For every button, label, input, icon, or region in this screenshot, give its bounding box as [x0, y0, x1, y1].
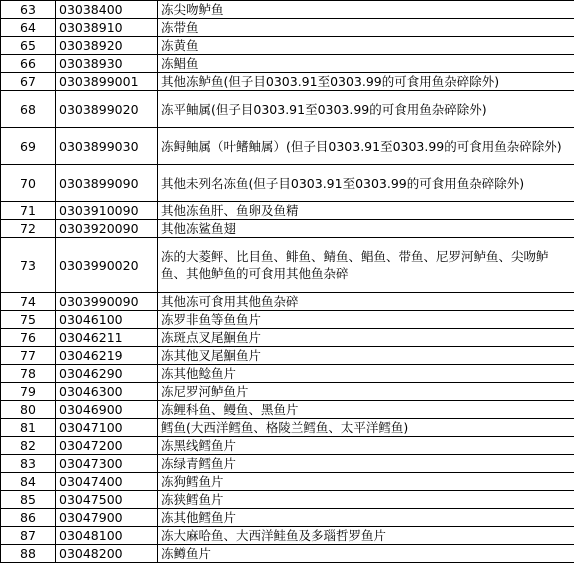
description-cell: 其他冻鲨鱼翅: [158, 220, 574, 238]
table-row: [1, 73, 574, 91]
table-row: [1, 545, 574, 563]
description-cell: 冻平鲉属(但子目0303.91至0303.99的可食用鱼杂碎除外): [158, 91, 574, 128]
description-cell: 冻其他鳕鱼片: [158, 509, 574, 527]
row-number-cell: 81: [1, 419, 56, 437]
description-cell: 冻鲤科鱼、鳗鱼、黑鱼片: [158, 401, 574, 419]
description-cell: 其他未列名冻鱼(但子目0303.91至0303.99的可食用鱼杂碎除外): [158, 165, 574, 202]
table-row: [1, 491, 574, 509]
hs-code-cell: 03047100: [56, 419, 158, 437]
hs-code-cell: 03046290: [56, 365, 158, 383]
hs-code-cell: 03046219: [56, 347, 158, 365]
table-row: [1, 202, 574, 220]
table-row: [1, 37, 574, 55]
row-number-cell: 74: [1, 293, 56, 311]
description-cell: 冻黑线鳕鱼片: [158, 437, 574, 455]
table-row: [1, 311, 574, 329]
table-row: [1, 238, 574, 293]
row-number-cell: 64: [1, 19, 56, 37]
description-cell: 鳕鱼(大西洋鳕鱼、格陵兰鳕鱼、太平洋鳕鱼): [158, 419, 574, 437]
hs-code-cell: 03046100: [56, 311, 158, 329]
hs-code-cell: 03047900: [56, 509, 158, 527]
row-number-cell: 69: [1, 128, 56, 165]
hs-code-cell: 03047200: [56, 437, 158, 455]
table-row: [1, 527, 574, 545]
hs-code-cell: 0303990090: [56, 293, 158, 311]
row-number-cell: 71: [1, 202, 56, 220]
row-number-cell: 86: [1, 509, 56, 527]
hs-code-cell: 03048200: [56, 545, 158, 563]
hs-code-cell: 03046211: [56, 329, 158, 347]
row-number-cell: 84: [1, 473, 56, 491]
row-number-cell: 67: [1, 73, 56, 91]
row-number-cell: 73: [1, 238, 56, 293]
hs-code-cell: 03038910: [56, 19, 158, 37]
table-row: [1, 437, 574, 455]
hs-code-cell: 0303899090: [56, 165, 158, 202]
description-cell: 冻狗鳕鱼片: [158, 473, 574, 491]
hs-code-cell: 0303899001: [56, 73, 158, 91]
description-cell: 冻斑点叉尾鮰鱼片: [158, 329, 574, 347]
description-cell: 其他冻可食用其他鱼杂碎: [158, 293, 574, 311]
table-row: [1, 509, 574, 527]
table-row: [1, 383, 574, 401]
description-cell: 冻尼罗河鲈鱼片: [158, 383, 574, 401]
hs-code-cell: 03038400: [56, 1, 158, 19]
table-row: [1, 365, 574, 383]
description-cell: 其他冻鱼肝、鱼卵及鱼精: [158, 202, 574, 220]
description-cell: 其他冻鲈鱼(但子目0303.91至0303.99的可食用鱼杂碎除外): [158, 73, 574, 91]
row-number-cell: 78: [1, 365, 56, 383]
table-row: [1, 91, 574, 128]
table-row: [1, 220, 574, 238]
description-cell: 冻带鱼: [158, 19, 574, 37]
hs-code-cell: 03046900: [56, 401, 158, 419]
table-row: [1, 293, 574, 311]
row-number-cell: 76: [1, 329, 56, 347]
hs-code-cell: 03048100: [56, 527, 158, 545]
table-row: [1, 329, 574, 347]
row-number-cell: 70: [1, 165, 56, 202]
row-number-cell: 82: [1, 437, 56, 455]
row-number-cell: 63: [1, 1, 56, 19]
hs-code-cell: 03046300: [56, 383, 158, 401]
description-cell: 冻其他鲶鱼片: [158, 365, 574, 383]
table-row: [1, 128, 574, 165]
description-cell: 冻狭鳕鱼片: [158, 491, 574, 509]
table-row: [1, 165, 574, 202]
description-cell: 冻尖吻鲈鱼: [158, 1, 574, 19]
row-number-cell: 83: [1, 455, 56, 473]
row-number-cell: 85: [1, 491, 56, 509]
hs-code-cell: 0303899020: [56, 91, 158, 128]
row-number-cell: 66: [1, 55, 56, 73]
description-cell: 冻黄鱼: [158, 37, 574, 55]
table-row: [1, 347, 574, 365]
hs-code-cell: 0303920090: [56, 220, 158, 238]
hs-code-cell: 03047500: [56, 491, 158, 509]
description-cell: 冻绿青鳕鱼片: [158, 455, 574, 473]
row-number-cell: 88: [1, 545, 56, 563]
row-number-cell: 77: [1, 347, 56, 365]
table-row: [1, 1, 574, 19]
row-number-cell: 80: [1, 401, 56, 419]
row-number-cell: 65: [1, 37, 56, 55]
hs-code-cell: 0303990020: [56, 238, 158, 293]
hs-code-cell: 03038920: [56, 37, 158, 55]
row-number-cell: 79: [1, 383, 56, 401]
tariff-table-body: [1, 1, 574, 563]
table-row: [1, 455, 574, 473]
table-row: [1, 401, 574, 419]
hs-code-cell: 0303910090: [56, 202, 158, 220]
hs-code-cell: 03047300: [56, 455, 158, 473]
table-row: [1, 19, 574, 37]
description-cell: 冻大麻哈鱼、大西洋鲑鱼及多瑙哲罗鱼片: [158, 527, 574, 545]
description-cell: 冻罗非鱼等鱼鱼片: [158, 311, 574, 329]
table-row: [1, 419, 574, 437]
description-cell: 冻的大菱鲆、比目鱼、鲱鱼、鲭鱼、鲳鱼、带鱼、尼罗河鲈鱼、尖吻鲈鱼、其他鲈鱼的可食用其他鱼杂碎: [158, 238, 574, 293]
hs-code-cell: 03038930: [56, 55, 158, 73]
hs-code-cell: 0303899030: [56, 128, 158, 165]
row-number-cell: 87: [1, 527, 56, 545]
row-number-cell: 75: [1, 311, 56, 329]
table-row: [1, 55, 574, 73]
description-cell: 冻其他叉尾鮰鱼片: [158, 347, 574, 365]
description-cell: 冻鲳鱼: [158, 55, 574, 73]
description-cell: 冻鲟鲉属（叶鳍鲉属）(但子目0303.91至0303.99的可食用鱼杂碎除外): [158, 128, 574, 165]
hs-code-cell: 03047400: [56, 473, 158, 491]
description-cell: 冻鳟鱼片: [158, 545, 574, 563]
row-number-cell: 68: [1, 91, 56, 128]
row-number-cell: 72: [1, 220, 56, 238]
table-row: [1, 473, 574, 491]
